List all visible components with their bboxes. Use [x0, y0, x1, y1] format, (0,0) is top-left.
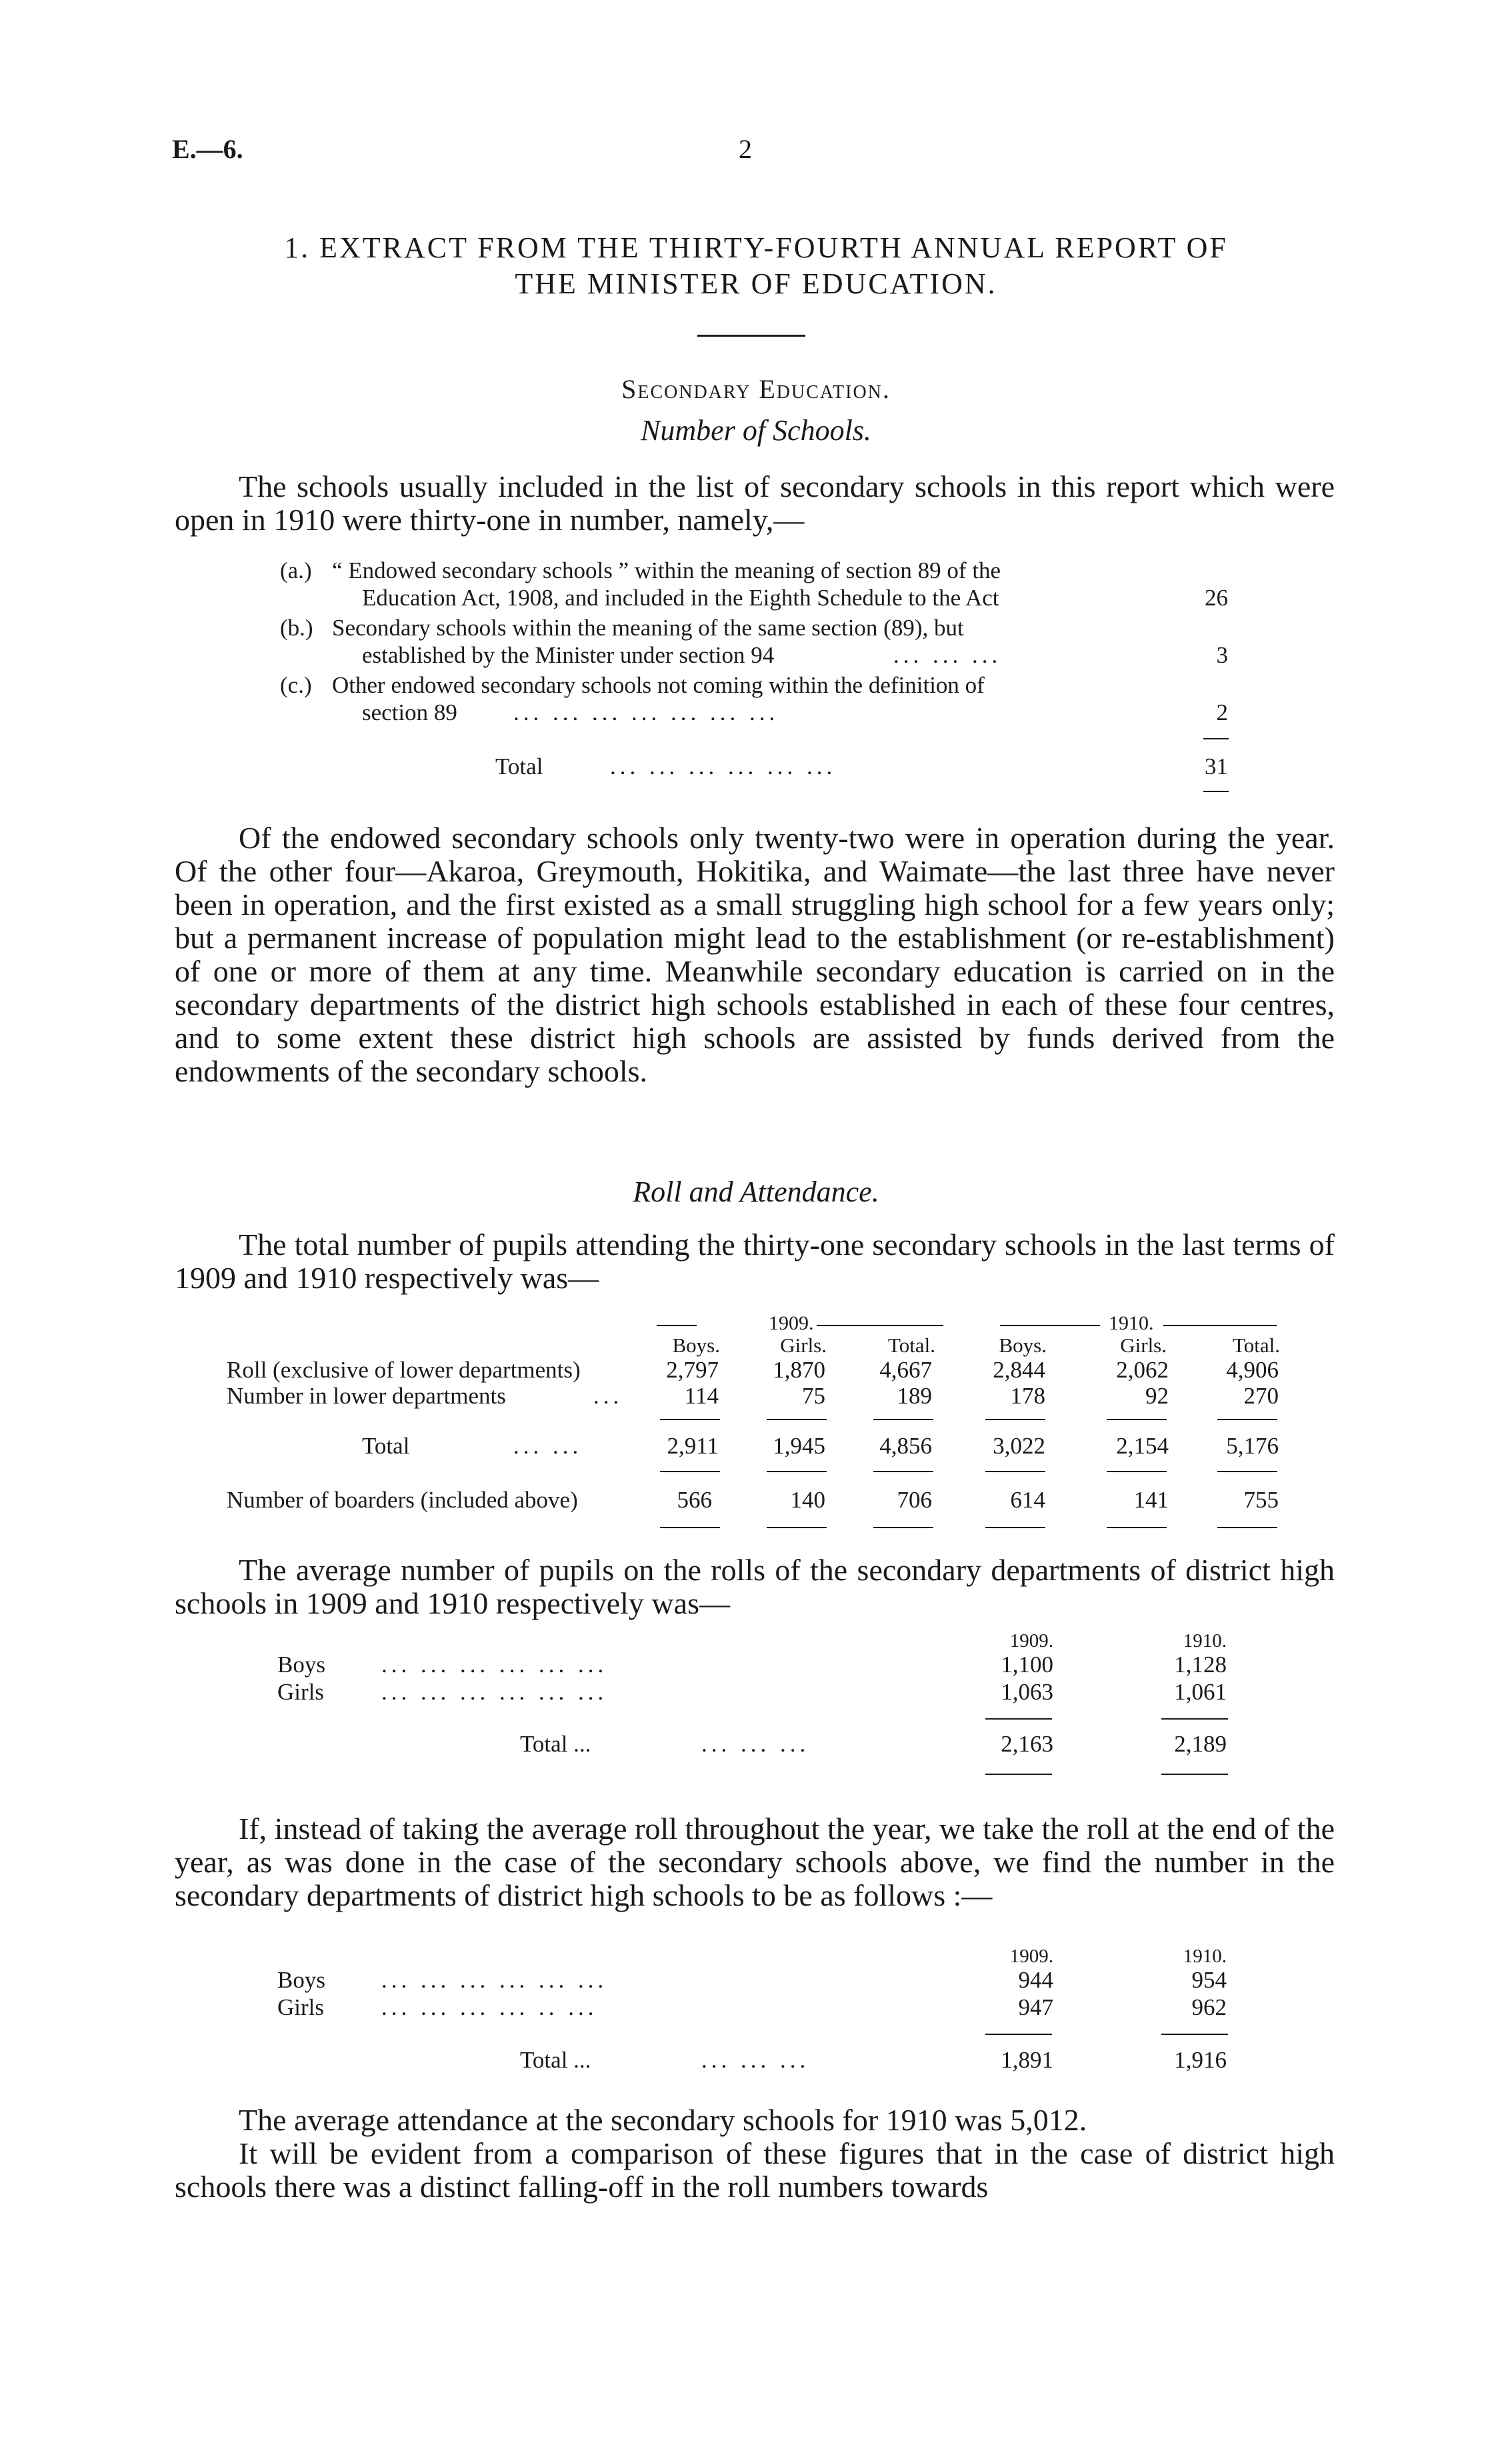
sum-rule [767, 1419, 827, 1420]
column-header: Total. [1232, 1334, 1280, 1357]
table-cell: 4,856 [879, 1433, 932, 1459]
sum-rule [1161, 2034, 1228, 2035]
sum-rule [660, 1471, 720, 1472]
sum-rule [1217, 1471, 1277, 1472]
table-cell: 189 [897, 1383, 932, 1409]
table-total-label: Total [362, 1433, 410, 1459]
table-cell: 5,176 [1226, 1433, 1279, 1459]
sum-rule [985, 1718, 1052, 1720]
table-cell: 1,063 [1001, 1679, 1053, 1705]
column-header: Boys. [999, 1334, 1047, 1357]
column-header: 1909. [1009, 1946, 1053, 1967]
table-cell: 92 [1145, 1383, 1169, 1409]
list-item-count: 26 [1205, 585, 1228, 611]
table-cell: 4,667 [879, 1357, 932, 1383]
leader-dots: ... ... ... ... ... ... ... [513, 699, 779, 725]
section-subheading: Number of Schools. [641, 414, 871, 447]
table-cell: 178 [1010, 1383, 1045, 1409]
sum-rule [1161, 1774, 1228, 1775]
list-item-label: (a.) [280, 557, 312, 583]
table-row-label: Boys [277, 1967, 325, 1993]
span-rule [1000, 1325, 1100, 1326]
sum-rule [660, 1527, 720, 1528]
table-cell: 755 [1243, 1487, 1279, 1513]
column-header: Total. [887, 1334, 935, 1357]
table-cell: 140 [790, 1487, 825, 1513]
table-cell: 2,797 [666, 1357, 719, 1383]
sum-rule [985, 2034, 1052, 2035]
sum-rule [873, 1527, 933, 1528]
leader-dots: ... ... ... ... ... ... [381, 1652, 608, 1678]
sum-rule [873, 1471, 933, 1472]
table-cell: 141 [1133, 1487, 1169, 1513]
leader-dots: ... ... ... ... ... ... [381, 1967, 608, 1993]
leader-dots: ... ... ... [701, 2047, 810, 2073]
sum-rule [985, 1419, 1045, 1420]
endyear-paragraph: If, instead of taking the average roll throughout the year, we take the roll at the end of the year, as was done in the case of the secondary schools above, we find the number in the secondary departments of district high schools to be as follows :— [175, 1812, 1335, 1912]
table-cell: 1,891 [1001, 2047, 1053, 2073]
span-rule [817, 1325, 943, 1326]
table-cell: 2,154 [1116, 1433, 1169, 1459]
table-cell: 2,911 [667, 1433, 719, 1459]
year-heading: 1909. [769, 1312, 814, 1334]
sum-rule [1203, 738, 1229, 739]
column-header: Boys. [672, 1334, 720, 1357]
table-row-label: Number of boarders (included above) [227, 1487, 578, 1513]
span-rule [1163, 1325, 1277, 1326]
table-cell: 1,916 [1174, 2047, 1227, 2073]
sum-rule [1217, 1419, 1277, 1420]
table-cell: 614 [1010, 1487, 1045, 1513]
leader-dots: ... ... ... ... ... ... [610, 753, 837, 779]
table-row-label: Roll (exclusive of lower departments) [227, 1357, 581, 1383]
intro-paragraph: The schools usually included in the list of secondary schools in this report which were open in 1910 were thirty-one in number, namely,— [175, 469, 1335, 537]
average-paragraph: The average number of pupils on the rolls of the secondary departments of district high schools in 1909 and 1910 respectively was— [175, 1553, 1335, 1620]
title-line-2: THE MINISTER OF EDUCATION. [515, 267, 997, 300]
table-row-label: Boys [277, 1652, 325, 1678]
list-item-text: Other endowed secondary schools not coming within the definition of [332, 672, 985, 698]
leader-dots: ... ... ... ... .. ... [381, 1994, 598, 2020]
sum-rule [985, 1527, 1045, 1528]
table-total-label: Total ... [520, 2047, 591, 2073]
table-row-label: Number in lower departments [227, 1383, 506, 1409]
roll-heading: Roll and Attendance. [633, 1175, 879, 1208]
table-cell: 954 [1191, 1967, 1227, 1993]
table-cell: 1,945 [773, 1433, 825, 1459]
sum-rule [1107, 1419, 1167, 1420]
table-cell: 3,022 [993, 1433, 1045, 1459]
leader-dots: ... ... ... ... ... ... [381, 1679, 608, 1705]
sum-rule [1217, 1527, 1277, 1528]
leader-dots: ... [593, 1383, 623, 1409]
sum-rule [1161, 1718, 1228, 1720]
sum-rule [985, 1774, 1052, 1775]
table-cell: 2,163 [1001, 1731, 1053, 1757]
list-item-text: Secondary schools within the meaning of the same section (89), but [332, 615, 964, 641]
column-header: 1910. [1183, 1946, 1227, 1967]
table-cell: 1,100 [1001, 1652, 1053, 1678]
sum-rule [660, 1419, 720, 1420]
table-cell: 947 [1018, 1994, 1053, 2020]
evident-paragraph: It will be evident from a comparison of these figures that in the case of district high schools there was a distinct falling-off in the roll numbers towards [175, 2136, 1335, 2204]
sum-rule [767, 1471, 827, 1472]
sum-rule [1203, 791, 1229, 792]
table-row-label: Girls [277, 1679, 324, 1705]
table-cell: 944 [1018, 1967, 1053, 1993]
list-item-label: (b.) [280, 615, 313, 641]
table-cell: 1,061 [1174, 1679, 1227, 1705]
table-cell: 2,844 [993, 1357, 1045, 1383]
attendance-paragraph: The average attendance at the secondary schools for 1910 was 5,012. [239, 2103, 1087, 2137]
total-count: 31 [1205, 753, 1228, 779]
sum-rule [1107, 1471, 1167, 1472]
table-cell: 1,870 [773, 1357, 825, 1383]
table-cell: 962 [1191, 1994, 1227, 2020]
year-heading: 1910. [1109, 1312, 1154, 1334]
column-header: 1910. [1183, 1630, 1227, 1652]
table-cell: 2,189 [1174, 1731, 1227, 1757]
list-item-text: “ Endowed secondary schools ” within the meaning of section 89 of the [332, 557, 1001, 583]
section-heading: Secondary Education. [621, 374, 891, 404]
sum-rule [767, 1527, 827, 1528]
table-row-label: Girls [277, 1994, 324, 2020]
roll-paragraph: The total number of pupils attending the thirty-one secondary schools in the last terms of 1909 and 1910 respectively was— [175, 1228, 1335, 1295]
title-divider [697, 335, 805, 337]
sum-rule [1107, 1527, 1167, 1528]
endowed-paragraph: Of the endowed secondary schools only twenty-two were in operation during the year. Of the other four—Akaroa, Greymouth, Hokitika, and Waimate—the last three have never been in operation, and the first existed as a small struggling high school for a few years only; but a permanent increase of population might lead to the establishment (or re-establishment) of one or more of them at any time. Meanwhile secondary education is carried on in the secondary departments of the district high schools established in each of these four centres, and to some extent these district high schools are assisted by funds derived from the endowments of the secondary schools. [175, 821, 1335, 1088]
table-cell: 114 [684, 1383, 719, 1409]
table-cell: 706 [897, 1487, 932, 1513]
column-header: 1909. [1009, 1630, 1053, 1652]
sum-rule [985, 1471, 1045, 1472]
table-total-label: Total ... [520, 1731, 591, 1757]
table-cell: 75 [802, 1383, 825, 1409]
list-item-count: 2 [1216, 699, 1228, 725]
column-header: Girls. [1120, 1334, 1167, 1357]
report-reference: E.—6. [172, 134, 243, 164]
table-cell: 1,128 [1174, 1652, 1227, 1678]
span-rule [657, 1325, 697, 1326]
table-cell: 4,906 [1226, 1357, 1279, 1383]
leader-dots: ... ... ... [893, 642, 1002, 668]
leader-dots: ... ... ... [701, 1731, 810, 1757]
title-line-1: 1. EXTRACT FROM THE THIRTY-FOURTH ANNUAL REPORT OF [284, 231, 1228, 264]
list-item-count: 3 [1216, 642, 1228, 668]
list-item-text: Education Act, 1908, and included in the Eighth Schedule to the Act [362, 585, 999, 611]
table-cell: 566 [677, 1487, 712, 1513]
list-item-text: section 89 [362, 699, 457, 725]
sum-rule [873, 1419, 933, 1420]
list-item-text: established by the Minister under section 94 [362, 642, 775, 668]
column-header: Girls. [780, 1334, 827, 1357]
table-cell: 2,062 [1116, 1357, 1169, 1383]
list-item-label: (c.) [280, 672, 312, 698]
leader-dots: ... ... [513, 1433, 583, 1459]
table-cell: 270 [1243, 1383, 1279, 1409]
total-label: Total [495, 753, 543, 779]
page-number: 2 [739, 134, 752, 164]
